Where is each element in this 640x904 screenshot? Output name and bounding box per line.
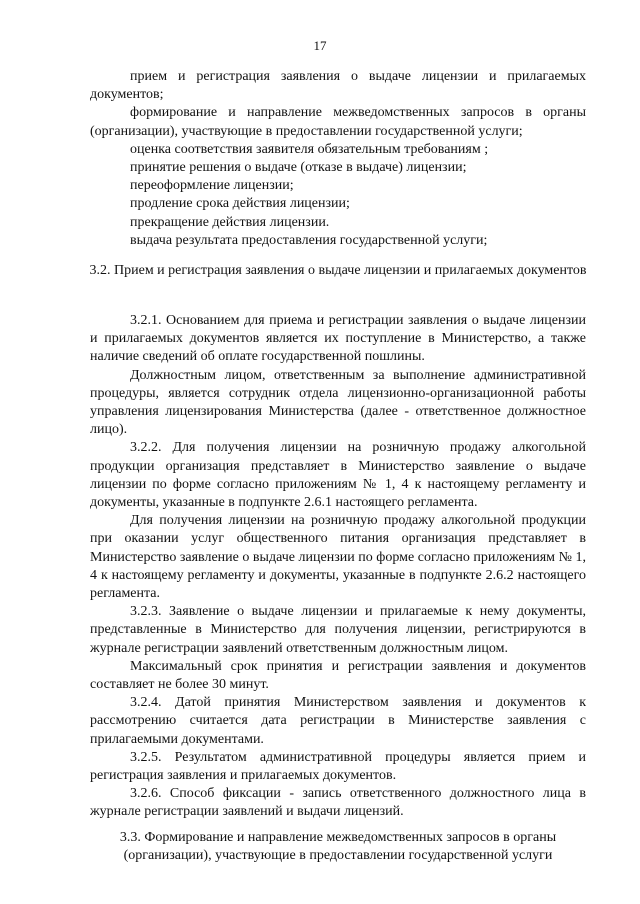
- section-3-2-body: [90, 312, 586, 822]
- list-item: формирование и направление межведомственных запросов в органы (организации), участвующие в предоставлении государственной услуги;: [90, 105, 586, 139]
- paragraph: 3.2.4. Датой принятия Министерством заявления и документов к рассмотрению считается дата регистрации в Министерстве заявления с прилагаемыми документами.: [90, 695, 586, 747]
- paragraph: Для получения лицензии на розничную продажу алкогольной продукции при оказании услуг общественного питания организация представляет в Министерство заявление о выдаче лицензии по форме согласно приложениям № 1, 4 к настоящему регламенту и документы, указанные в подпункте 2.6.2 настоящего регламента.: [90, 513, 586, 602]
- paragraph: 3.2.1. Основанием для приема и регистрации заявления о выдаче лицензии и прилагаемых документов является их поступление в Министерство, а также наличие сведений об оплате государственной пошлины.: [90, 313, 586, 365]
- paragraph: 3.2.2. Для получения лицензии на розничную продажу алкогольной продукции организация представляет в Министерство заявление о выдаче лицензии по форме согласно приложениям № 1, 4 к настоящему регламенту и документы, указанные в подпункте 2.6.1 настоящего регламента.: [90, 440, 586, 511]
- paragraph: 3.2.3. Заявление о выдаче лицензии и прилагаемые к нему документы, представленные в Министерство для получения лицензии, регистрируются в журнале регистрации заявлений ответственным должностным лицом.: [90, 604, 586, 656]
- list-item: продление срока действия лицензии;: [130, 196, 350, 212]
- section-3-2-heading: [88, 262, 588, 280]
- section-heading-text: 3.2. Прием и регистрация заявления о выдаче лицензии и прилагаемых документов: [89, 263, 587, 278]
- list-item: переоформление лицензии;: [130, 178, 294, 194]
- paragraph: Должностным лицом, ответственным за выполнение административной процедуры, является сотрудник отдела лицензионно-организационной работы управления лицензирования Министерства (далее - ответственное должностное лицо).: [90, 367, 586, 438]
- paragraph: 3.2.6. Способ фиксации - запись ответственного должностного лица в журнале регистрации заявлений и выдачи лицензий.: [90, 786, 586, 820]
- section-3-3-heading: [88, 829, 588, 865]
- paragraph: Максимальный срок принятия и регистрации заявления и документов составляет не более 30 минут.: [90, 658, 586, 693]
- section-heading-text: 3.3. Формирование и направление межведомственных запросов в органы (организации), участвующие в предоставлении государственной услуги: [119, 830, 557, 864]
- list-item: принятие решения о выдаче (отказе в выдаче) лицензии;: [130, 160, 467, 176]
- list-item: оценка соответствия заявителя обязательным требованиям ;: [130, 141, 489, 157]
- list-item: прекращение действия лицензии.: [130, 214, 330, 230]
- procedures-list: [90, 68, 586, 250]
- list-item: выдача результата предоставления государственной услуги;: [130, 232, 488, 248]
- list-item: прием и регистрация заявления о выдаче лицензии и прилагаемых документов;: [90, 69, 586, 103]
- page-number: 17: [313, 38, 327, 53]
- paragraph: 3.2.5. Результатом административной процедуры является прием и регистрация заявления и прилагаемых документов.: [90, 749, 586, 784]
